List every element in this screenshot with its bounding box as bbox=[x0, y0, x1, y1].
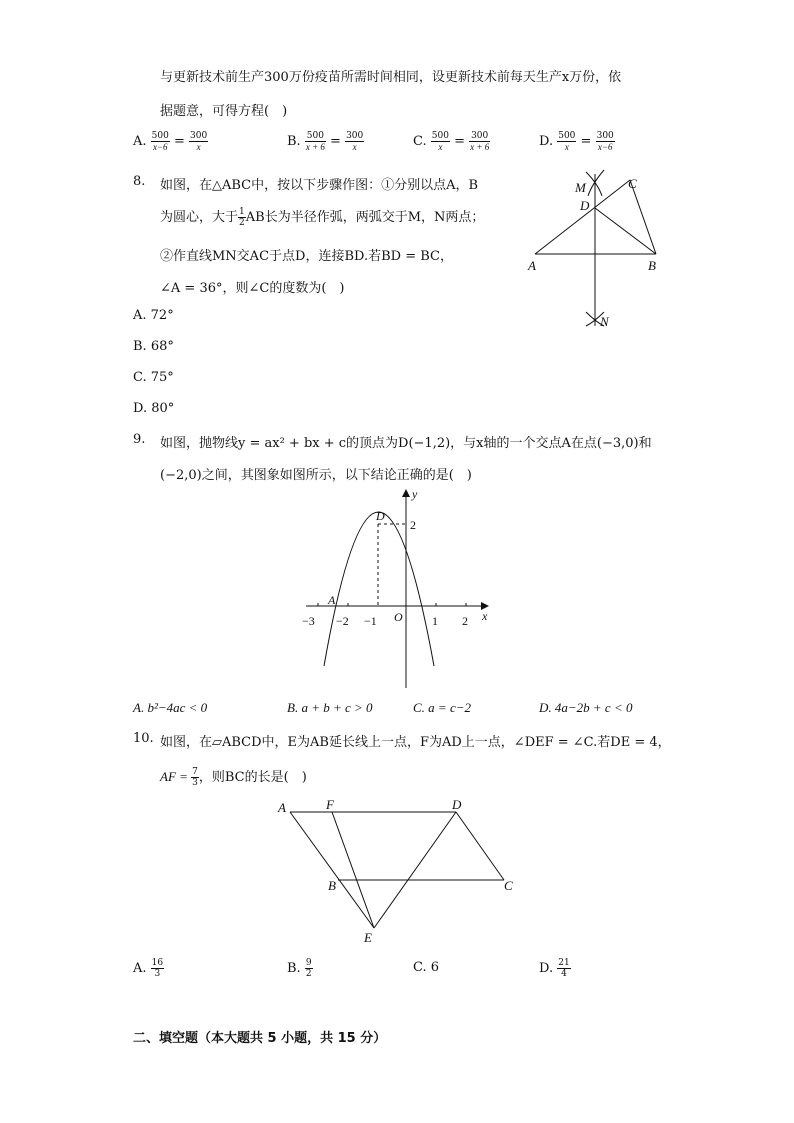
q10-option-c[interactable]: C. 6 bbox=[413, 960, 440, 975]
frac-den: x bbox=[352, 142, 357, 152]
label-n: N bbox=[600, 314, 609, 329]
q7-option-c[interactable]: C. $\frac{500}{x}$ = $\frac{300}{x + 6}$ bbox=[413, 131, 490, 152]
q10-option-d[interactable]: D. $\frac{21}{4}$ bbox=[539, 958, 570, 979]
q9-line2: (−2,0)之间，其图象如图所示，以下结论正确的是( ) bbox=[160, 468, 472, 483]
frac-den: 3 bbox=[192, 778, 198, 788]
frac-den: x + 6 bbox=[305, 142, 325, 152]
label-2-y: 2 bbox=[410, 518, 416, 532]
label-d: D bbox=[452, 797, 462, 812]
q8-option-c[interactable]: C. 75° bbox=[133, 370, 174, 385]
q10-number: 10. bbox=[133, 731, 154, 746]
parabola bbox=[324, 512, 434, 666]
frac-den: 2 bbox=[239, 218, 245, 228]
frac-den: 4 bbox=[561, 969, 567, 979]
frac-num: 300 bbox=[190, 131, 208, 141]
section-2-title: 二、填空题（本大题共 5 小题，共 15 分） bbox=[133, 1031, 387, 1046]
line-fe bbox=[332, 812, 374, 928]
label-f: F bbox=[326, 797, 334, 812]
arc-m2 bbox=[588, 170, 604, 196]
label-d: D bbox=[376, 509, 385, 523]
frac-num: 300 bbox=[346, 131, 364, 141]
frac-num: 500 bbox=[306, 131, 324, 141]
label-a: A bbox=[278, 800, 286, 815]
label-b: B bbox=[648, 258, 656, 273]
tick-m3: −3 bbox=[302, 614, 315, 628]
label-o: O bbox=[394, 610, 403, 624]
q9-option-d[interactable]: D. 4a−2b + c < 0 bbox=[539, 700, 633, 715]
q8-option-b[interactable]: B. 68° bbox=[133, 339, 174, 354]
q8-line2: 为圆心，大于 $\frac{1}{2}$ AB长为半径作弧，两弧交于M，N两点； bbox=[160, 207, 485, 228]
frac-num: 9 bbox=[305, 958, 312, 968]
q7-option-b[interactable]: B. $\frac{500}{x + 6}$ = $\frac{300}{x}$ bbox=[287, 131, 364, 152]
tick-2: 2 bbox=[462, 614, 468, 628]
line-bc bbox=[630, 180, 656, 254]
label-b: B bbox=[328, 878, 336, 893]
tick-m1: −1 bbox=[364, 614, 377, 628]
q7-option-a[interactable]: A. $\frac{500}{x-6}$ = $\frac{300}{x}$ bbox=[133, 131, 208, 152]
label-e: E bbox=[364, 930, 372, 944]
frac-den: x−6 bbox=[152, 142, 168, 152]
q9-figure bbox=[296, 484, 496, 689]
frac-num: 7 bbox=[192, 767, 198, 777]
q7-line2: 据题意，可得方程( ) bbox=[160, 104, 288, 119]
q8-line1: 如图，在△ABC中，按以下步骤作图：①分别以点A，B bbox=[160, 178, 479, 193]
label-y: y bbox=[412, 487, 418, 501]
q8-number: 8. bbox=[133, 174, 146, 189]
q8-option-a[interactable]: A. 72° bbox=[133, 308, 174, 323]
frac-num: 500 bbox=[558, 131, 576, 141]
frac-num: 1 bbox=[239, 207, 245, 217]
q9-number: 9. bbox=[133, 432, 146, 447]
q8-figure bbox=[520, 168, 670, 338]
frac-den: x bbox=[564, 142, 569, 152]
label-d: D bbox=[580, 198, 590, 213]
frac-num: 16 bbox=[151, 958, 164, 968]
frac-num: 300 bbox=[596, 131, 614, 141]
line-de bbox=[374, 812, 456, 928]
frac-den: x−6 bbox=[597, 142, 613, 152]
frac-num: 500 bbox=[431, 131, 449, 141]
frac-num: 300 bbox=[471, 131, 489, 141]
q10-figure bbox=[276, 794, 526, 944]
frac-num: 21 bbox=[558, 958, 570, 968]
line-bd bbox=[595, 208, 656, 254]
label-x: x bbox=[482, 609, 488, 623]
label-c: C bbox=[628, 176, 637, 191]
q10-option-b[interactable]: B. $\frac{9}{2}$ bbox=[287, 958, 312, 979]
line-ae bbox=[290, 812, 374, 928]
q9-option-c[interactable]: C. a = c−2 bbox=[413, 700, 471, 715]
frac-den: 3 bbox=[154, 969, 161, 979]
frac-den: x bbox=[438, 142, 443, 152]
label-m: M bbox=[575, 180, 586, 195]
frac-num: 500 bbox=[151, 131, 169, 141]
q7-line1: 与更新技术前生产300万份疫苗所需时间相同，设更新技术前每天生产x万份，依 bbox=[160, 70, 622, 85]
label-c: C bbox=[504, 878, 513, 893]
label-a: A bbox=[528, 258, 536, 273]
q8-line3: ②作直线MN交AC于点D，连接BD.若BD = BC， bbox=[160, 249, 453, 264]
q9-option-b[interactable]: B. a + b + c > 0 bbox=[287, 700, 373, 715]
frac-den: x bbox=[196, 142, 201, 152]
q9-line1: 如图，抛物线y = ax² + bx + c的顶点为D(−1,2)，与x轴的一个交点A在点(−3,0)和 bbox=[160, 436, 652, 451]
q10-option-a[interactable]: A. $\frac{16}{3}$ bbox=[133, 958, 164, 979]
tick-m2: −2 bbox=[336, 614, 349, 628]
q8-option-d[interactable]: D. 80° bbox=[133, 401, 175, 416]
label-a: A bbox=[328, 593, 336, 607]
frac-den: 2 bbox=[305, 969, 312, 979]
q10-line1: 如图，在▱ABCD中，E为AB延长线上一点，F为AD上一点，∠DEF = ∠C.若DE = 4， bbox=[160, 735, 671, 750]
tick-1: 1 bbox=[432, 614, 438, 628]
q9-option-a[interactable]: A. b²−4ac < 0 bbox=[133, 700, 208, 715]
q8-line4: ∠A = 36°，则∠C的度数为( ) bbox=[160, 281, 345, 296]
q10-line2: AF = $\frac{7}{3}$ ，则BC的长是( ) bbox=[160, 767, 307, 788]
frac-den: x + 6 bbox=[470, 142, 490, 152]
q7-option-d[interactable]: D. $\frac{500}{x}$ = $\frac{300}{x-6}$ bbox=[539, 131, 614, 152]
line-dc bbox=[456, 812, 504, 880]
